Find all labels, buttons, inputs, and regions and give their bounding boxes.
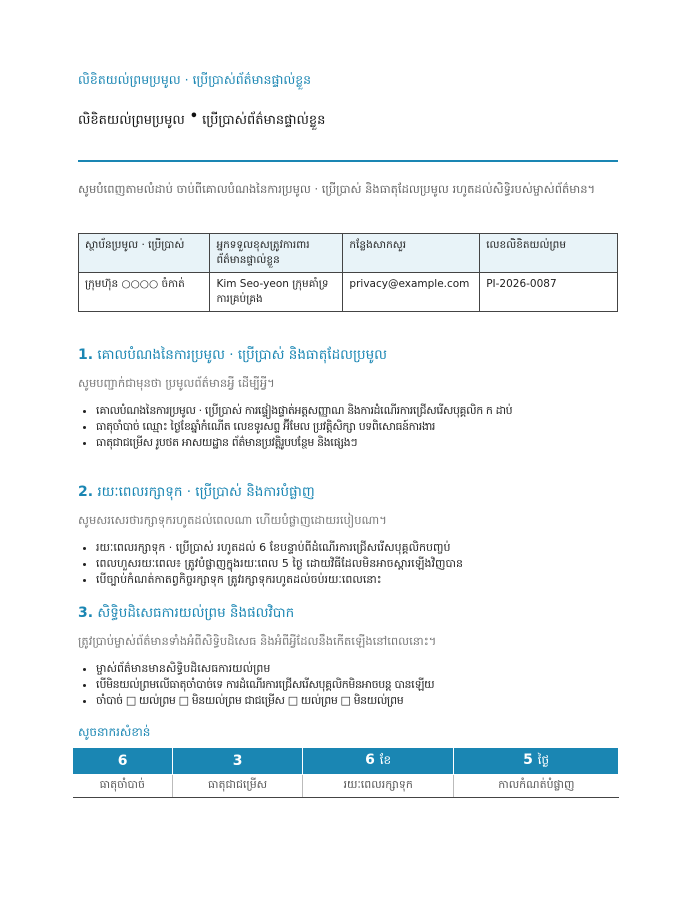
kp-label-required-items: ធាតុចាំបាច់ [73,775,173,798]
list-item: • ធាតុជាជម្រើស រូបថត អាសយដ្ឋាន ព័ត៌មានប្រវត្តិរូបបន្ថែម និងផ្សេងៗ [96,435,618,450]
info-header-officer: អ្នកទទួលខុសត្រូវការពារព័ត៌មានផ្ទាល់ខ្លួន [210,234,343,273]
running-head: លិខិតយល់ព្រមប្រមូល · ប្រើប្រាស់ព័ត៌មានផ្ទាល់ខ្លួន [78,72,312,87]
section-number: 2. [78,484,94,500]
title-part-left: លិខិតយល់ព្រមប្រមូល [78,113,185,128]
info-cell-consent-number: PI-2026-0087 [480,273,618,312]
title-part-right: ប្រើប្រាស់ព័ត៌មានផ្ទាល់ខ្លួន [202,113,326,128]
kp-unit: ថ្ងៃ [537,753,550,767]
info-header-contact: កន្លែងសាកសួរ [343,234,480,273]
section-title: រយៈពេលរក្សាទុក · ប្រើប្រាស់ និងការបំផ្លាញ [97,484,315,500]
info-cell-organization: ក្រុមហ៊ុន ○○○○ ចំកាត់ [79,273,210,312]
list-item: • គោលបំណងនៃការប្រមូល · ប្រើប្រាស់ ការផ្ទៀងផ្ទាត់អត្តសញ្ញាណ និងការដំណើរការជ្រើសរើសបុគ្គលិក ក ដាប់ [96,403,618,418]
list-item: • បើច្បាប់កំណត់កាតព្វកិច្ចរក្សាទុក ត្រូវរក្សាទុករហូតដល់ចប់រយៈពេលនោះ [96,572,618,587]
section-list [78,540,618,587]
info-header-consent-number: លេខលិខិតយល់ព្រម [480,234,618,273]
list-item: • បើមិនយល់ព្រមលើធាតុចាំបាច់ទេ ការដំណើរការជ្រើសរើសបុគ្គលិកមិនអាចបន្ត បានឡើយ [96,677,618,692]
key-indicators-table [72,747,619,798]
kp-label-destruction-deadline: កាលកំណត់បំផ្លាញ [454,775,619,798]
key-indicators-heading: សូចនាករសំខាន់ [78,725,151,739]
title-divider [78,160,618,162]
section-heading [78,346,618,366]
info-header-organization: ស្ថាប័នប្រមូល · ប្រើប្រាស់ [79,234,210,273]
list-item: • ធាតុចាំបាច់ ឈ្មោះ ថ្ងៃខែឆ្នាំកំណើត លេខទូរសព្ទ អ៊ីមែល ប្រវត្តិសិក្សា បទពិសោធន៍ការងារ [96,419,618,434]
info-cell-contact-email: privacy@example.com [343,273,480,312]
intro-text: សូមបំពេញតាមលំដាប់ ចាប់ពីគោលបំណងនៃការប្រមូល · ប្រើប្រាស់ និងធាតុដែលប្រមូល រហូតដល់សិទ្ធិរបស់ម្ចាស់ព័ត៌មាន។ [78,182,596,196]
kp-label-retention-period: រយៈពេលរក្សាទុក [303,775,454,798]
section-refusal-rights [78,604,618,709]
section-list [78,403,618,450]
section-number: 3. [78,605,94,621]
section-heading [78,604,618,624]
list-item: • ម្ចាស់ព័ត៌មានមានសិទ្ធិបដិសេធការយល់ព្រម [96,661,618,676]
kp-value-destruction-deadline [454,748,619,775]
key-indicators-label-row [73,775,619,798]
key-indicators-value-row [73,748,619,775]
section-title: គោលបំណងនៃការប្រមូល · ប្រើប្រាស់ និងធាតុដែលប្រមូល [97,347,388,363]
controller-info-table [78,233,618,312]
kp-number: 6 [117,753,128,769]
section-retention [78,483,618,588]
list-item: • ពេលហួសរយៈពេល៖ ត្រូវបំផ្លាញក្នុងរយៈពេល 5 ថ្ងៃ ដោយវិធីដែលមិនអាចស្តារឡើងវិញបាន [96,556,618,571]
title-separator-dot: • [189,109,199,124]
kp-number: 6 [365,752,375,768]
kp-number: 3 [232,753,243,769]
list-item: • ចាំបាច់ □ យល់ព្រម □ មិនយល់ព្រម ជាជម្រើស □ យល់ព្រម □ មិនយល់ព្រម [96,693,618,708]
section-number: 1. [78,347,94,363]
section-purpose [78,346,618,451]
kp-value-optional-items [173,748,303,775]
section-heading [78,483,618,503]
section-list [78,661,618,708]
kp-unit: ខែ [379,753,392,767]
kp-value-retention-period [303,748,454,775]
section-lead: សូមបញ្ជាក់ជាមុនថា ប្រមូលព័ត៌មានអ្វី ដើម្បីអ្វី។ [78,376,275,390]
section-lead: ត្រូវប្រាប់ម្ចាស់ព័ត៌មានទាំងអំពីសិទ្ធិបដិសេធ និងអំពីអ្វីដែលនឹងកើតឡើងនៅពេលនោះ។ [78,634,437,648]
section-lead: សូមសរសេរថារក្សាទុករហូតដល់ពេលណា ហើយបំផ្លាញដោយរបៀបណា។ [78,513,387,527]
list-item: • រយៈពេលរក្សាទុក · ប្រើប្រាស់ រហូតដល់ 6 ខែបន្ទាប់ពីដំណើរការជ្រើសរើសបុគ្គលិកបញ្ចប់ [96,540,618,555]
section-title: សិទ្ធិបដិសេធការយល់ព្រម និងផលវិបាក [97,605,295,621]
info-table-header-row [79,234,618,273]
kp-label-optional-items: ធាតុជាជម្រើស [173,775,303,798]
kp-value-required-items [73,748,173,775]
document-title [78,109,326,131]
info-table-row [79,273,618,312]
kp-number: 5 [523,752,533,768]
info-cell-officer: Kim Seo-yeon ក្រុមគាំទ្រការគ្រប់គ្រង [210,273,343,312]
